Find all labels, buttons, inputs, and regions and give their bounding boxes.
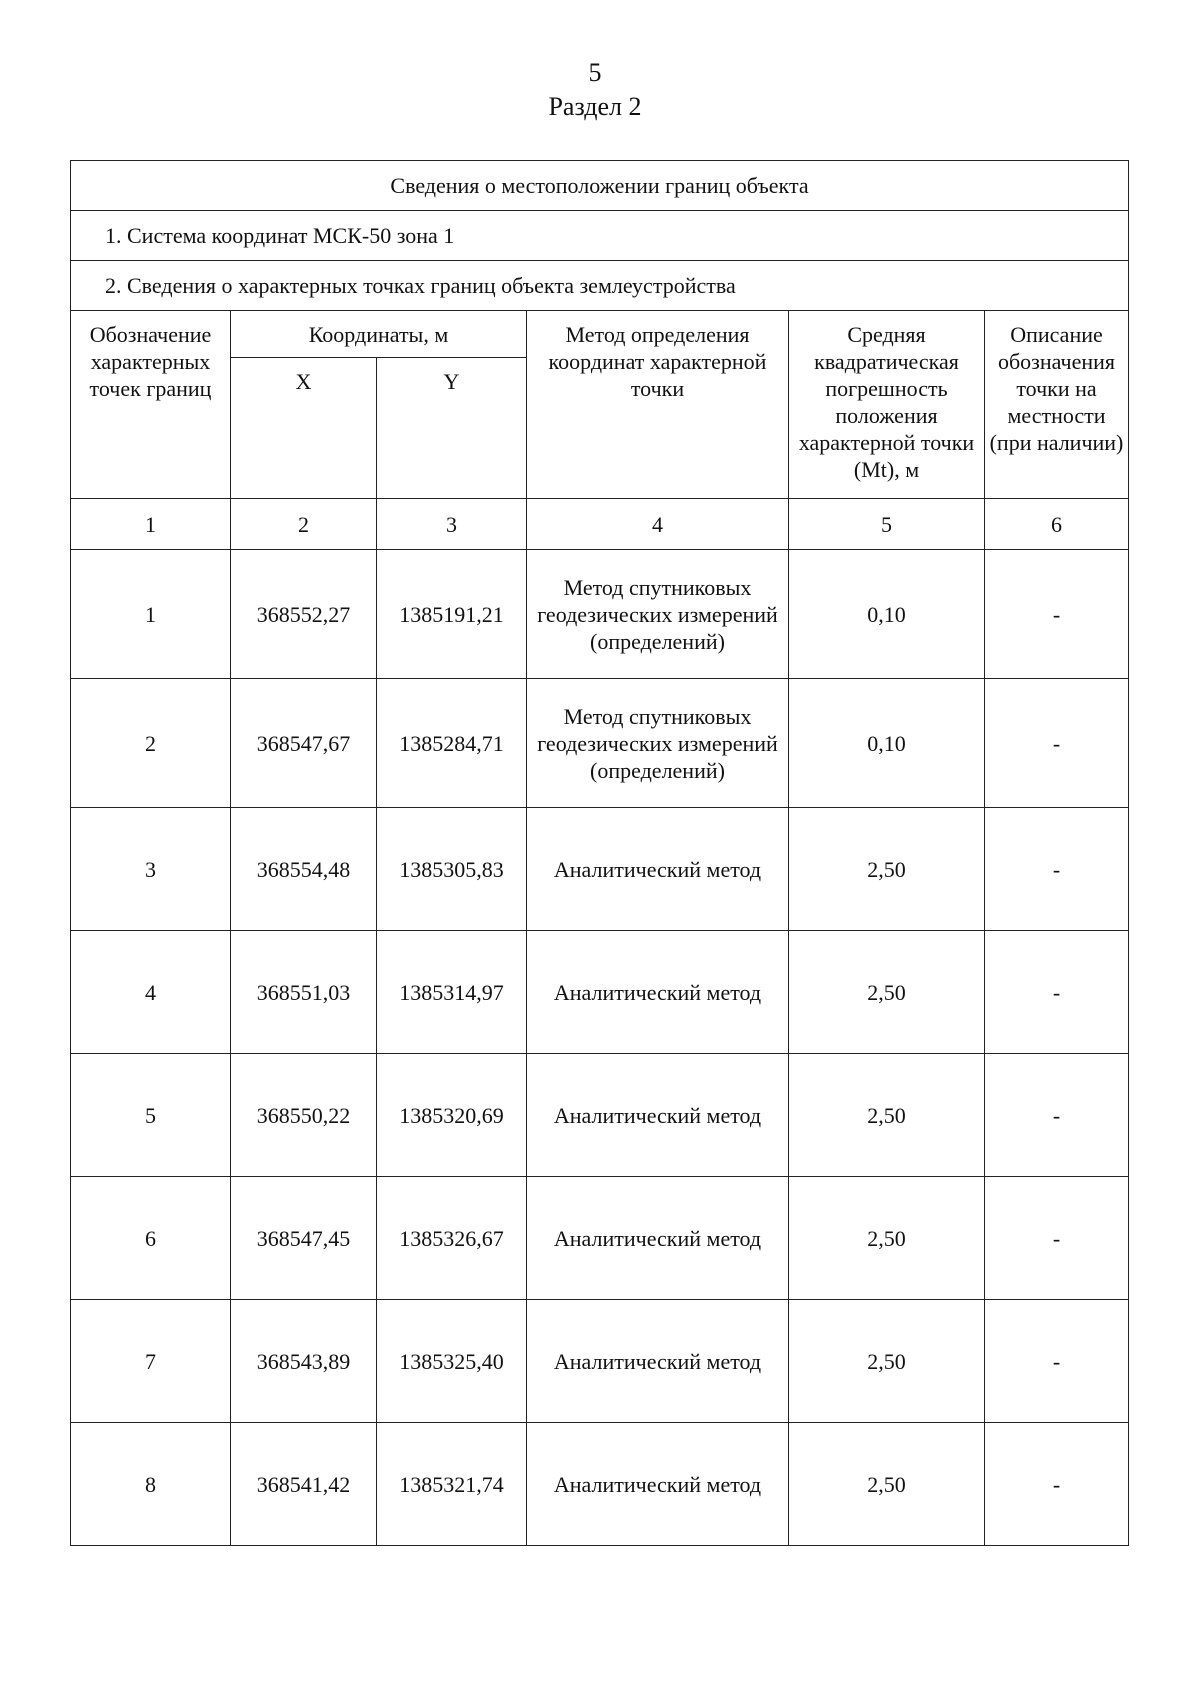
method-cell: Аналитический метод bbox=[527, 1300, 789, 1423]
section-title: Раздел 2 bbox=[548, 92, 642, 121]
table-row bbox=[71, 679, 1129, 808]
boundary-points-table bbox=[70, 160, 1129, 1546]
page-number: 5 bbox=[588, 58, 602, 87]
y-coordinate-cell: 1385320,69 bbox=[377, 1054, 527, 1177]
method-cell: Аналитический метод bbox=[527, 808, 789, 931]
header-designation: Обозначение характерных точек границ bbox=[71, 311, 231, 499]
method-cell: Аналитический метод bbox=[527, 1423, 789, 1546]
table-row bbox=[71, 1423, 1129, 1546]
table-title: Сведения о местоположении границ объекта bbox=[71, 161, 1129, 211]
y-coordinate-cell: 1385284,71 bbox=[377, 679, 527, 808]
method-cell: Аналитический метод bbox=[527, 931, 789, 1054]
error-cell: 2,50 bbox=[789, 1177, 985, 1300]
y-coordinate-cell: 1385326,67 bbox=[377, 1177, 527, 1300]
error-cell: 2,50 bbox=[789, 808, 985, 931]
error-cell: 2,50 bbox=[789, 931, 985, 1054]
error-cell: 2,50 bbox=[789, 1300, 985, 1423]
table-row bbox=[71, 550, 1129, 679]
x-coordinate-cell: 368547,67 bbox=[231, 679, 377, 808]
description-cell: - bbox=[985, 1423, 1129, 1546]
y-coordinate-cell: 1385321,74 bbox=[377, 1423, 527, 1546]
description-cell: - bbox=[985, 1054, 1129, 1177]
y-coordinate-cell: 1385191,21 bbox=[377, 550, 527, 679]
x-coordinate-cell: 368552,27 bbox=[231, 550, 377, 679]
y-coordinate-cell: 1385314,97 bbox=[377, 931, 527, 1054]
header-error: Средняя квадратическая погрешность положения характерной точки (Mt), м bbox=[789, 311, 985, 499]
column-number: 4 bbox=[527, 499, 789, 550]
x-coordinate-cell: 368551,03 bbox=[231, 931, 377, 1054]
column-number: 5 bbox=[789, 499, 985, 550]
table-row bbox=[71, 808, 1129, 931]
table-row bbox=[71, 1054, 1129, 1177]
description-cell: - bbox=[985, 1177, 1129, 1300]
point-cell: 3 bbox=[71, 808, 231, 931]
point-cell: 1 bbox=[71, 550, 231, 679]
header-description: Описание обозначения точки на местности (при наличии) bbox=[985, 311, 1129, 499]
x-coordinate-cell: 368554,48 bbox=[231, 808, 377, 931]
point-cell: 7 bbox=[71, 1300, 231, 1423]
error-cell: 0,10 bbox=[789, 550, 985, 679]
method-cell: Аналитический метод bbox=[527, 1177, 789, 1300]
header-coordinates: Координаты, м bbox=[231, 311, 527, 358]
column-number: 3 bbox=[377, 499, 527, 550]
x-coordinate-cell: 368547,45 bbox=[231, 1177, 377, 1300]
table-row bbox=[71, 931, 1129, 1054]
x-coordinate-cell: 368541,42 bbox=[231, 1423, 377, 1546]
table-row bbox=[71, 1177, 1129, 1300]
description-cell: - bbox=[985, 679, 1129, 808]
method-cell: Метод спутниковых геодезических измерений (определений) bbox=[527, 679, 789, 808]
description-cell: - bbox=[985, 550, 1129, 679]
method-cell: Метод спутниковых геодезических измерений (определений) bbox=[527, 550, 789, 679]
description-cell: - bbox=[985, 1300, 1129, 1423]
header-y: Y bbox=[377, 358, 527, 499]
points-heading-row: 2. Сведения о характерных точках границ объекта землеустройства bbox=[71, 261, 1129, 311]
column-number: 2 bbox=[231, 499, 377, 550]
error-cell: 2,50 bbox=[789, 1423, 985, 1546]
point-cell: 6 bbox=[71, 1177, 231, 1300]
description-cell: - bbox=[985, 931, 1129, 1054]
coord-system-row: 1. Система координат МСК-50 зона 1 bbox=[71, 211, 1129, 261]
header-method: Метод определения координат характерной точки bbox=[527, 311, 789, 499]
column-numbers-row bbox=[71, 499, 1129, 550]
point-cell: 4 bbox=[71, 931, 231, 1054]
error-cell: 0,10 bbox=[789, 679, 985, 808]
table-row bbox=[71, 1300, 1129, 1423]
y-coordinate-cell: 1385325,40 bbox=[377, 1300, 527, 1423]
method-cell: Аналитический метод bbox=[527, 1054, 789, 1177]
y-coordinate-cell: 1385305,83 bbox=[377, 808, 527, 931]
point-cell: 5 bbox=[71, 1054, 231, 1177]
error-cell: 2,50 bbox=[789, 1054, 985, 1177]
x-coordinate-cell: 368550,22 bbox=[231, 1054, 377, 1177]
point-cell: 8 bbox=[71, 1423, 231, 1546]
description-cell: - bbox=[985, 808, 1129, 931]
header-x: X bbox=[231, 358, 377, 499]
column-number: 6 bbox=[985, 499, 1129, 550]
column-number: 1 bbox=[71, 499, 231, 550]
point-cell: 2 bbox=[71, 679, 231, 808]
x-coordinate-cell: 368543,89 bbox=[231, 1300, 377, 1423]
